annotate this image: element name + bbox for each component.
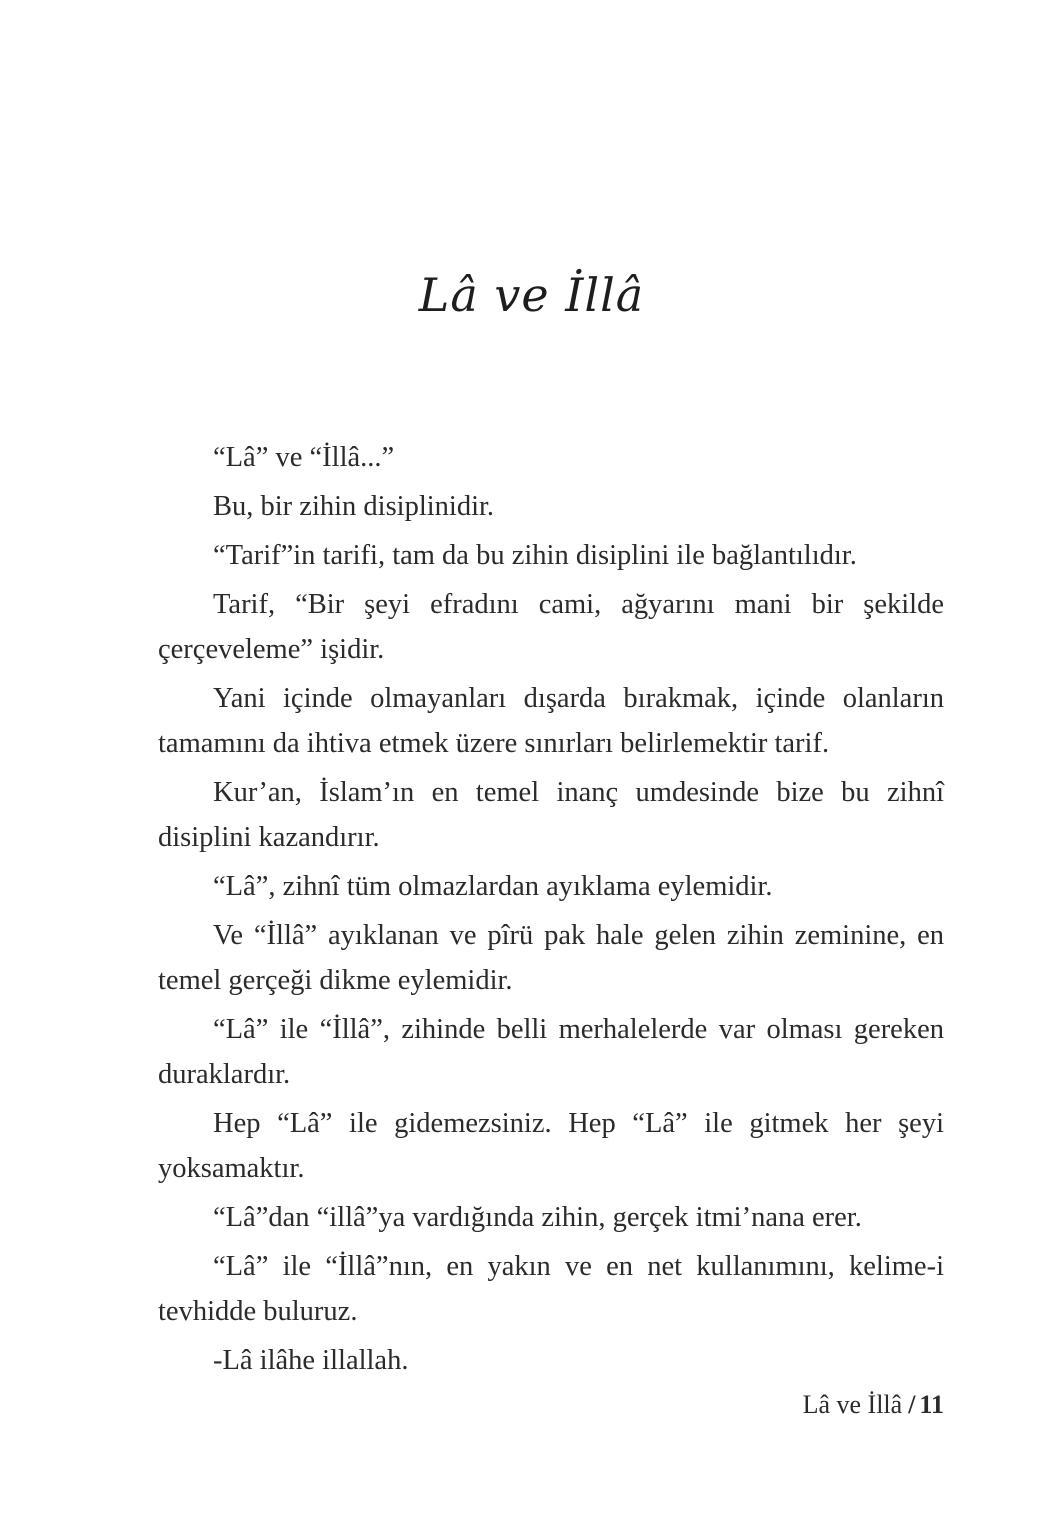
paragraph: “Lâ”dan “illâ”ya vardığında zihin, gerçek itmi’nana erer. bbox=[213, 1202, 862, 1233]
page-footer bbox=[803, 1390, 944, 1420]
page-number: 11 bbox=[919, 1390, 944, 1419]
paragraph: Hep “Lâ” ile gidemezsiniz. Hep “Lâ” ile gitmek her şeyi yoksamaktır. bbox=[158, 1108, 944, 1184]
footer-separator: / bbox=[908, 1390, 916, 1419]
chapter-title: Lâ ve İllâ bbox=[418, 268, 645, 322]
paragraph: “Tarif”in tarifi, tam da bu zihin disiplini ile bağlantılıdır. bbox=[213, 540, 857, 571]
running-title: Lâ ve İllâ bbox=[802, 1390, 903, 1419]
body-text bbox=[158, 435, 944, 1387]
paragraph: Kur’an, İslam’ın en temel inanç umdesinde bize bu zihnî disiplini kazandırır. bbox=[158, 777, 944, 853]
paragraph: “Lâ” ile “İllâ”nın, en yakın ve en net kullanımını, kelime-i tevhidde buluruz. bbox=[158, 1251, 944, 1327]
paragraph: “Lâ” ve “İllâ...” bbox=[213, 442, 395, 473]
paragraph: -Lâ ilâhe illallah. bbox=[213, 1345, 409, 1376]
paragraph: “Lâ” ile “İllâ”, zihinde belli merhalelerde var olması gereken duraklardır. bbox=[158, 1014, 944, 1090]
paragraph: Bu, bir zihin disiplinidir. bbox=[213, 491, 495, 522]
paragraph: Ve “İllâ” ayıklanan ve pîrü pak hale gelen zihin zeminine, en temel gerçeği dikme eylemidir. bbox=[158, 920, 944, 996]
paragraph: “Lâ”, zihnî tüm olmazlardan ayıklama eylemidir. bbox=[213, 871, 773, 902]
paragraph: Yani içinde olmayanları dışarda bırakmak, içinde olanların tamamını da ihtiva etmek üzere sınırları belirlemektir tarif. bbox=[158, 683, 944, 759]
paragraph: Tarif, “Bir şeyi efradını cami, ağyarını mani bir şekilde çerçeveleme” işidir. bbox=[158, 589, 944, 665]
